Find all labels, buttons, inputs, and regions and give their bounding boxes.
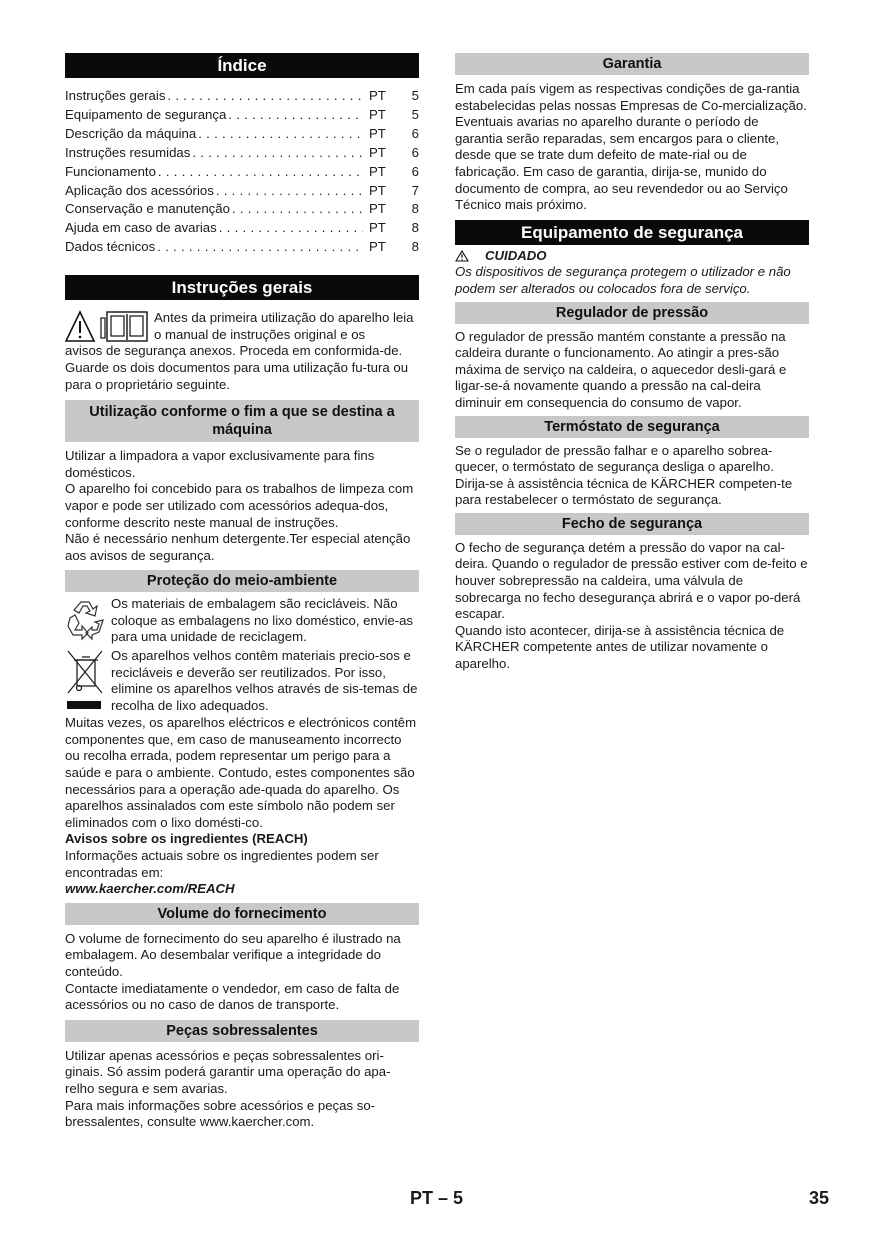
reach-link[interactable]: www.kaercher.com/REACH — [65, 881, 235, 897]
reach-heading: Avisos sobre os ingredientes (REACH) — [65, 831, 308, 847]
ambiente-text: Muitas vezes, os aparelhos eléctricos e electrónicos contêm componentes que, em caso de manuseamento incorrecto ou recolha errada, podem representar um perigo para a saúde e para o ambiente. Contudo, estes componentes são necessários para a operação ade-quada do aparelho. Os aparelhos assinalados com este símbolo não podem ser eliminados com o lixo domésti-co. — [65, 715, 417, 830]
toc-language: PT — [369, 220, 386, 236]
toc-page-number: 8 — [411, 201, 419, 217]
toc-page-number: 6 — [411, 144, 419, 160]
utilizacao-text: Utilizar a limpadora a vapor exclusivamente para fins domésticos. O aparelho foi concebido para os trabalhos de limpeza com vapor e pode ser utilizado com acessórios adequa-dos, conforme descrito neste manual de instruções. Não é necessário nenhum detergente.Ter especial atenção aos avisos de segurança. — [65, 448, 414, 563]
garantia-text: Em cada país vigem as respectivas condições de ga-rantia estabelecidas pelas nossas Empresas de Co-mercialização. Eventuais avarias no aparelho durante o período de garantia serão reparadas, sem encargos para o cliente, desde que se trate dum defeito de mate-rial ou de fabricação. Em caso de garantia, dirija-se, munido do documento de compra, ao seu revendedor ou ao Serviço Técnico mais próximo. — [455, 81, 807, 213]
toc-label: Funcionamento — [65, 163, 156, 179]
toc-row[interactable] — [65, 125, 419, 144]
toc-language: PT — [369, 239, 386, 255]
ambiente-recycle-text: Os materiais de embalagem são recicláveis. Não coloque as embalagens no lixo doméstico, envie-as para uma unidade de reciclagem. — [111, 596, 414, 645]
volume-text: O volume de fornecimento do seu aparelho é ilustrado na embalagem. Ao desembalar verifique a integridade do conteúdo. Contacte imediatamente o vendedor, em caso de falta de acessórios ou no caso de danos de transporte. — [65, 930, 401, 1013]
toc-leader-dots — [157, 238, 363, 257]
toc-label: Instruções resumidas — [65, 144, 191, 160]
toc-leader-dots — [216, 182, 363, 201]
toc-label: Descrição da máquina — [65, 125, 197, 141]
toc-page-number: 8 — [411, 220, 419, 236]
toc-leader-dots — [228, 106, 363, 125]
toc-label: Dados técnicos — [65, 239, 156, 255]
toc-language: PT — [369, 106, 386, 122]
toc-language: PT — [369, 144, 386, 160]
caution-icon — [455, 250, 469, 262]
toc-row[interactable] — [65, 144, 419, 163]
cuidado-text: Os dispositivos de segurança protegem o utilizador e não podem ser alterados ou colocados fora de serviço. — [455, 264, 791, 296]
manual-book-icon — [101, 312, 147, 341]
pecas-heading: Peças sobressalentes — [65, 1020, 419, 1042]
ambiente-bin-text: Os aparelhos velhos contêm materiais precio-sos e recicláveis e deverão ser reutilizados. Por isso, elimine os aparelhos velhos através de sis-temas de recolha de lixo adequados. — [111, 648, 418, 714]
toc-page-number: 7 — [411, 182, 419, 198]
equipamento-heading: Equipamento de segurança — [455, 220, 809, 245]
pecas-text: Utilizar apenas acessórios e peças sobressalentes ori-ginais. Só assim poderá garantir uma operação do apa-relho segura e sem avarias. Para mais informações sobre acessórios e peças so-bressalentes, consulte www.kaercher.com. — [65, 1047, 391, 1130]
toc-row[interactable] — [65, 238, 419, 257]
toc-label: Ajuda em caso de avarias — [65, 220, 217, 236]
termostato-heading: Termóstato de segurança — [455, 416, 809, 438]
garantia-heading: Garantia — [455, 53, 809, 75]
indice-heading: Índice — [65, 53, 419, 78]
toc-leader-dots — [232, 200, 363, 219]
right-column — [455, 53, 809, 673]
reach-text: Informações actuais sobre os ingredientes podem ser encontradas em: — [65, 848, 379, 880]
footer-section-label: PT – 5 — [410, 1188, 464, 1208]
toc-row[interactable] — [65, 87, 419, 106]
toc-language: PT — [369, 163, 386, 179]
instrucoes-gerais-section — [65, 310, 419, 393]
toc-language: PT — [369, 182, 386, 198]
toc-row[interactable] — [65, 163, 419, 182]
fecho-heading: Fecho de segurança — [455, 513, 809, 535]
toc-language: PT — [369, 88, 386, 103]
utilizacao-heading: Utilização conforme o fim a que se destina a máquina — [65, 400, 419, 442]
toc-language: PT — [369, 201, 386, 217]
recycle-block — [65, 596, 419, 647]
termostato-text: Se o regulador de pressão falhar e o aparelho sobrea-quecer, o termóstato de segurança desliga o aparelho. Dirija-se à assistência técnica de KÄRCHER competen-te para restabelecer o termóstato de segurança. — [455, 442, 793, 508]
toc-row[interactable] — [65, 182, 419, 201]
toc-language: PT — [369, 125, 386, 141]
crossed-bin-icon — [65, 648, 111, 715]
gerais-text-top: Antes da primeira utilização do aparelho leia o manual de instruções original e os — [154, 310, 414, 342]
left-column — [65, 53, 419, 1131]
table-of-contents — [65, 87, 419, 257]
toc-page-number: 6 — [411, 125, 419, 141]
footer-page-number: 35 — [809, 1188, 830, 1208]
toc-page-number: 5 — [411, 88, 419, 103]
warning-manual-icon-group — [65, 310, 151, 344]
wheelie-bin-block — [65, 648, 419, 715]
volume-heading: Volume do fornecimento — [65, 903, 419, 925]
toc-page-number: 5 — [411, 106, 419, 122]
warning-triangle-icon — [65, 310, 151, 344]
toc-leader-dots — [167, 87, 363, 106]
toc-row[interactable] — [65, 219, 419, 238]
gerais-text-bottom: avisos de segurança anexos. Proceda em conformida-de. Guarde os dois documentos para uma utilização fu-tura ou para o proprietário seguinte. — [65, 343, 409, 392]
cuidado-row — [455, 248, 809, 265]
fecho-text: O fecho de segurança detém a pressão do vapor na cal-deira. Quando o regulador de pressão estiver com de-feito e houver sobrepressão na caldeira, uma válvula de sobrecarga no fecho desegurança abrirá e o vapor po-derá escapar. Quando isto acontecer, dirija-se à assistência técnica de KÄRCHER competente antes de utilizar novamente o aparelho. — [455, 539, 808, 672]
cuidado-label: CUIDADO — [485, 247, 547, 263]
toc-label: Conservação e manutenção — [65, 201, 230, 217]
toc-leader-dots — [158, 163, 363, 182]
toc-label: Aplicação dos acessórios — [65, 182, 214, 198]
toc-page-number: 8 — [411, 239, 419, 255]
toc-leader-dots — [198, 125, 363, 144]
toc-leader-dots — [219, 219, 363, 238]
recycle-icon — [65, 596, 111, 647]
toc-label: Equipamento de segurança — [65, 106, 227, 122]
instrucoes-gerais-heading: Instruções gerais — [65, 275, 419, 300]
regulador-text: O regulador de pressão mantém constante a pressão na caldeira durante o funcionamento. Ao atingir a pres-são máxima de serviço na caldeira, o aquecedor desli-gará e ligar-se-á novamente quando a pressão na cal-deira diminuir em consequencia do consumo de vapor. — [455, 328, 787, 410]
toc-page-number: 6 — [411, 163, 419, 179]
toc-row[interactable] — [65, 200, 419, 219]
toc-leader-dots — [192, 144, 363, 163]
regulador-heading: Regulador de pressão — [455, 302, 809, 324]
toc-row[interactable] — [65, 106, 419, 125]
ambiente-heading: Proteção do meio-ambiente — [65, 570, 419, 592]
toc-label: Instruções gerais — [65, 88, 166, 103]
